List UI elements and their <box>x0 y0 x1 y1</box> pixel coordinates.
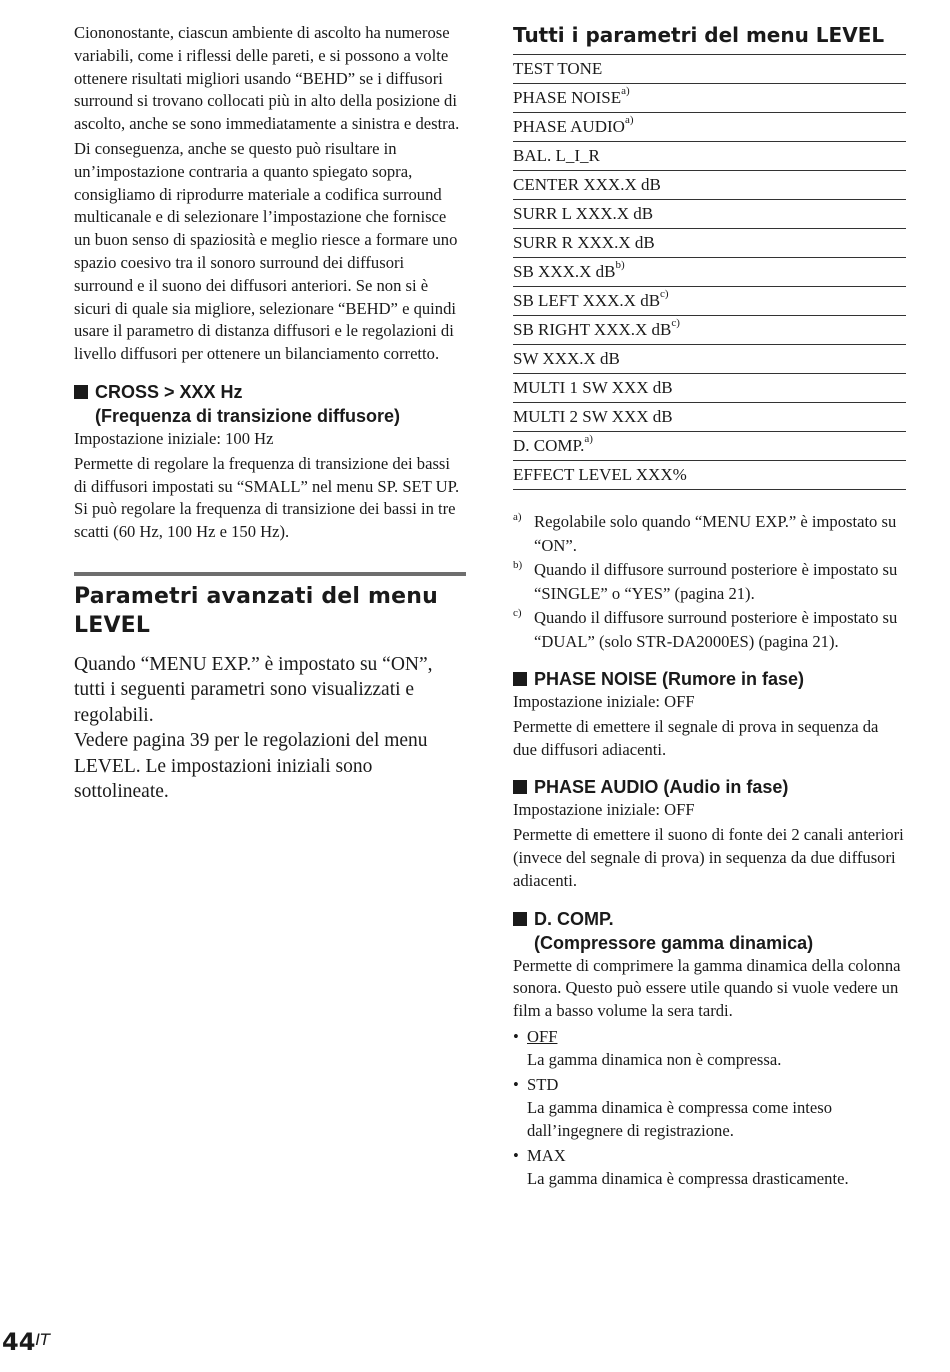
page-language-suffix: IT <box>35 1330 50 1349</box>
dcomp-heading <box>513 907 906 955</box>
table-cell: BAL. L_I_R <box>513 146 600 165</box>
cross-heading-line2: (Frequenza di transizione diffusore) <box>95 405 401 426</box>
intro-paragraph-2: Di conseguenza, anche se questo può risultare in un’impostazione contraria a quanto spiegato sopra, consigliamo di riprodurre materiale a codifica surround multicanale e di selezionare l’impostazione che fornisce un buon senso di spaziosità e meglio riesce a formare uno spazio coesivo tra il sonoro surround dei diffusori surround e il suono dei diffusori anteriori. Se non si è sicuri di quale sia migliore, selezionare “BEHD” e quindi usare il parametro di distanza diffusori e le regolazioni di livello diffusori per ottenere un bilanciamento corretto. <box>74 138 458 364</box>
phase-noise-heading <box>513 667 906 691</box>
option-label: OFF <box>527 1026 558 1046</box>
phase-audio-initial: Impostazione iniziale: OFF <box>513 800 695 820</box>
phase-audio-heading <box>513 775 906 799</box>
table-cell: D. COMP. <box>513 436 585 455</box>
table-cell: MULTI 1 SW XXX dB <box>513 378 673 397</box>
footnote-text: Regolabile solo quando “MENU EXP.” è impostato su “ON”. <box>534 512 897 555</box>
section-lead-2: Vedere pagina 39 per le regolazioni del menu LEVEL. Le impostazioni iniziali sono sottolineate. <box>74 730 428 803</box>
phase-audio-heading-text: PHASE AUDIO (Audio in fase) <box>534 777 789 798</box>
option-item <box>513 1025 906 1071</box>
dcomp-description: Permette di comprimere la gamma dinamica della colonna sonora. Questo può essere utile quando si vuole vedere un film a basso volume la sera tardi. <box>513 955 901 1021</box>
dcomp-heading-line1: D. COMP. <box>534 908 614 929</box>
intro-paragraph-1: Ciononostante, ciascun ambiente di ascolto ha numerose variabili, come i riflessi delle pareti, e si possono a volte ottenere risultati migliori usando “BEHD” se i diffusori surround si trovano collocati più in alto della posizione di ascolto, anche se sono immediatamente a sinistra e destra. <box>74 23 460 134</box>
bullet-dot-icon: • <box>513 1026 519 1046</box>
section-lead-1: Quando “MENU EXP.” è impostato su “ON”, tutti i seguenti parametri sono visualizzati e regolabili. <box>74 653 433 726</box>
option-label: MAX <box>527 1145 566 1165</box>
footnote-marker: c) <box>513 607 522 619</box>
table-row <box>513 403 906 432</box>
table-row <box>513 171 906 200</box>
footnote-mark: c) <box>671 317 680 330</box>
footnote-mark: a) <box>621 85 630 98</box>
cross-heading-line1: CROSS > XXX Hz <box>95 381 243 402</box>
table-row <box>513 258 906 287</box>
table-row <box>513 287 906 316</box>
square-bullet-icon <box>74 385 88 399</box>
table-cell: SW XXX.X dB <box>513 349 620 368</box>
table-cell: CENTER XXX.X dB <box>513 175 661 194</box>
cross-description: Permette di regolare la frequenza di transizione dei bassi di diffusori impostati su “SMALL” nel menu SP. SET UP. Si può regolare la frequenza di transizione dei bassi in tre scatti (60 Hz, 100 Hz e 150 Hz). <box>74 453 460 542</box>
table-row <box>513 142 906 171</box>
section-title <box>74 582 466 640</box>
footnote-marker: a) <box>513 511 522 523</box>
square-bullet-icon <box>513 780 527 794</box>
phase-noise-initial: Impostazione iniziale: OFF <box>513 692 695 711</box>
table-cell: SB RIGHT XXX.X dB <box>513 320 672 339</box>
option-item <box>513 1073 906 1142</box>
table-cell: MULTI 2 SW XXX dB <box>513 407 673 426</box>
parameters-table <box>513 54 906 490</box>
table-cell: PHASE NOISE <box>513 88 622 107</box>
footnote-item <box>513 606 906 653</box>
footnote-mark: b) <box>615 259 625 272</box>
phase-audio-description: Permette di emettere il suono di fonte dei 2 canali anteriori (invece del segnale di prova) in sequenza da due diffusori adiacenti. <box>513 825 904 890</box>
option-item <box>513 1144 906 1190</box>
bullet-dot-icon: • <box>513 1074 519 1094</box>
square-bullet-icon <box>513 672 527 686</box>
section-title-line2: LEVEL <box>74 612 151 638</box>
section-divider <box>74 572 466 576</box>
footnote-item <box>513 558 906 605</box>
section-title-line1: Parametri avanzati del menu <box>74 583 438 609</box>
table-row <box>513 345 906 374</box>
table-row <box>513 113 906 142</box>
phase-noise-description: Permette di emettere il segnale di prova in sequenza da due diffusori adiacenti. <box>513 716 879 759</box>
table-cell: SB LEFT XXX.X dB <box>513 291 661 310</box>
bullet-dot-icon: • <box>513 1145 519 1165</box>
table-row <box>513 374 906 403</box>
table-row <box>513 229 906 258</box>
table-cell: SURR R XXX.X dB <box>513 233 655 252</box>
option-description: La gamma dinamica è compressa come inteso dall’ingegnere di registrazione. <box>527 1097 833 1140</box>
table-row <box>513 200 906 229</box>
footnote-mark: a) <box>624 114 634 127</box>
table-cell: PHASE AUDIO <box>513 117 625 136</box>
footnote-text: Quando il diffusore surround posteriore è impostato su “DUAL” (solo STR-DA2000ES) (pagina 21). <box>534 608 898 651</box>
footnotes <box>513 510 906 653</box>
footnote-mark: a) <box>584 433 593 446</box>
dcomp-heading-line2: (Compressore gamma dinamica) <box>534 932 814 953</box>
page-number-value: 44 <box>2 1328 36 1356</box>
table-title: Tutti i parametri del menu LEVEL <box>513 23 885 47</box>
page-number <box>2 1328 50 1356</box>
footnote-text: Quando il diffusore surround posteriore è impostato su “SINGLE” o “YES” (pagina 21). <box>534 560 898 603</box>
table-cell: SB XXX.X dB <box>513 262 616 281</box>
table-cell: TEST TONE <box>513 59 603 78</box>
footnote-item <box>513 510 906 557</box>
cross-heading <box>74 380 466 428</box>
square-bullet-icon <box>513 912 527 926</box>
option-description: La gamma dinamica non è compressa. <box>527 1049 782 1069</box>
right-column <box>513 22 906 1190</box>
cross-initial-setting: Impostazione iniziale: 100 Hz <box>74 428 274 448</box>
footnote-marker: b) <box>513 559 523 571</box>
table-row <box>513 55 906 84</box>
option-description: La gamma dinamica è compressa drasticamente. <box>527 1168 849 1188</box>
table-cell: SURR L XXX.X dB <box>513 204 654 223</box>
phase-noise-heading-text: PHASE NOISE (Rumore in fase) <box>534 669 805 689</box>
table-row <box>513 316 906 345</box>
option-label: STD <box>527 1074 559 1094</box>
left-column <box>74 22 466 805</box>
table-row <box>513 84 906 113</box>
table-row <box>513 461 906 490</box>
footnote-mark: c) <box>660 288 669 301</box>
table-cell: EFFECT LEVEL XXX% <box>513 465 687 484</box>
table-row <box>513 432 906 461</box>
